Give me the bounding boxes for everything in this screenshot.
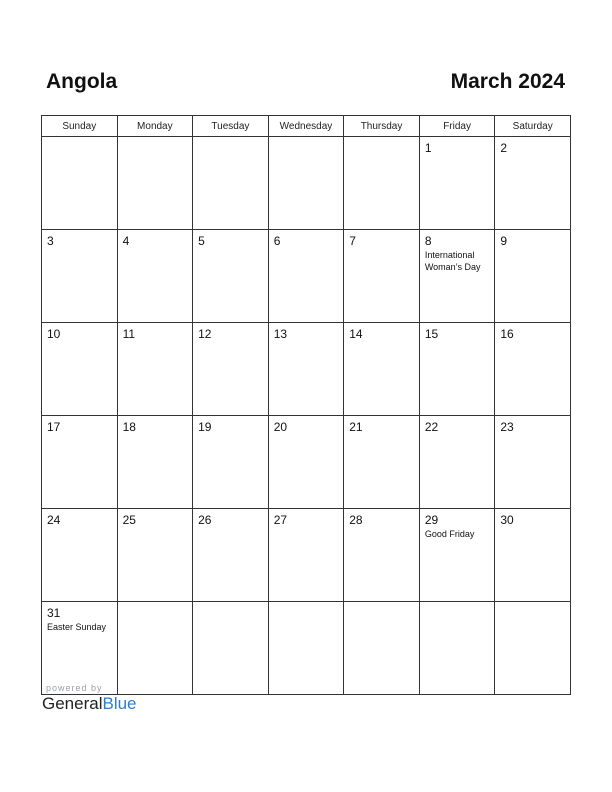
day-cell: [268, 323, 344, 416]
day-number: 5: [198, 234, 205, 248]
day-number: 12: [198, 327, 212, 341]
day-cell: [344, 137, 420, 230]
day-number: 26: [198, 513, 212, 527]
day-cell: [344, 602, 420, 695]
day-cell: [42, 137, 118, 230]
day-number: 28: [349, 513, 363, 527]
day-number: 20: [273, 420, 288, 434]
day-cell: [42, 416, 118, 509]
day-number: 17: [47, 420, 61, 434]
day-number: 9: [500, 234, 508, 248]
day-cell: [344, 509, 420, 602]
day-number: 15: [424, 327, 439, 341]
holiday-label: Easter Sunday: [47, 622, 107, 632]
day-cell: [268, 230, 344, 323]
day-number: 10: [47, 327, 61, 341]
weekday-header: Friday: [419, 116, 495, 137]
day-cell: [344, 416, 420, 509]
day-number: 30: [500, 513, 514, 527]
day-cell: [419, 416, 495, 509]
day-cell: [117, 137, 193, 230]
weekday-header: Wednesday: [268, 116, 344, 137]
day-cell: [42, 509, 118, 602]
day-number: 31: [47, 606, 61, 620]
day-number: 8: [424, 234, 432, 248]
generalblue-logo[interactable]: [42, 694, 137, 714]
day-cell: [419, 602, 495, 695]
day-cell: [268, 602, 344, 695]
day-cell: [344, 230, 420, 323]
country-title: Angola: [46, 70, 118, 93]
day-number: 16: [500, 327, 514, 341]
day-cell: [344, 323, 420, 416]
calendar-grid: [41, 115, 571, 695]
week-row: [42, 416, 571, 509]
day-cell: [495, 509, 571, 602]
day-cell: [268, 509, 344, 602]
day-number: 11: [122, 327, 136, 341]
day-cell: [42, 602, 118, 695]
day-cell: [42, 323, 118, 416]
day-number: 27: [273, 513, 288, 527]
weekday-header: Tuesday: [193, 116, 269, 137]
day-cell: [117, 230, 193, 323]
day-number: 14: [349, 327, 363, 341]
day-cell: [193, 602, 269, 695]
weekday-header: Sunday: [42, 116, 118, 137]
day-cell: [495, 137, 571, 230]
day-number: 2: [500, 141, 508, 155]
holiday-label: Good Friday: [424, 529, 475, 539]
day-cell: [117, 323, 193, 416]
week-row: [42, 509, 571, 602]
day-cell: [495, 416, 571, 509]
day-cell: [268, 137, 344, 230]
weekday-header-row: [42, 116, 571, 137]
day-cell: [419, 230, 495, 323]
day-number: 29: [424, 513, 439, 527]
day-number: 23: [500, 420, 514, 434]
weekday-header: Saturday: [495, 116, 571, 137]
day-number: 13: [273, 327, 288, 341]
day-number: 7: [349, 234, 356, 248]
powered-by-text: powered by: [46, 683, 103, 693]
day-cell: [193, 137, 269, 230]
day-cell: [419, 323, 495, 416]
day-cell: [42, 230, 118, 323]
brand-blue: Blue: [102, 694, 137, 713]
day-cell: [419, 137, 495, 230]
day-cell: [495, 323, 571, 416]
week-row: [42, 230, 571, 323]
day-number: 4: [122, 234, 130, 248]
week-row: [42, 602, 571, 695]
day-cell: [268, 416, 344, 509]
day-cell: [117, 509, 193, 602]
day-number: 24: [47, 513, 61, 527]
day-cell: [193, 509, 269, 602]
day-number: 22: [424, 420, 439, 434]
weekday-header: Monday: [117, 116, 193, 137]
day-number: 25: [122, 513, 136, 527]
day-number: 21: [349, 420, 363, 434]
day-number: 6: [273, 234, 281, 248]
day-cell: [193, 230, 269, 323]
day-number: 18: [122, 420, 136, 434]
day-cell: [419, 509, 495, 602]
week-row: [42, 137, 571, 230]
day-cell: [117, 416, 193, 509]
day-number: 3: [47, 234, 54, 248]
day-cell: [495, 230, 571, 323]
day-cell: [193, 323, 269, 416]
brand-general: General: [42, 694, 103, 713]
day-number: 1: [424, 141, 432, 155]
day-cell: [193, 416, 269, 509]
week-row: [42, 323, 571, 416]
day-number: 19: [198, 420, 212, 434]
day-cell: [117, 602, 193, 695]
weekday-header: Thursday: [344, 116, 420, 137]
month-year-title: March 2024: [450, 70, 565, 93]
day-cell: [495, 602, 571, 695]
holiday-label: International Woman’s Day: [424, 250, 481, 272]
